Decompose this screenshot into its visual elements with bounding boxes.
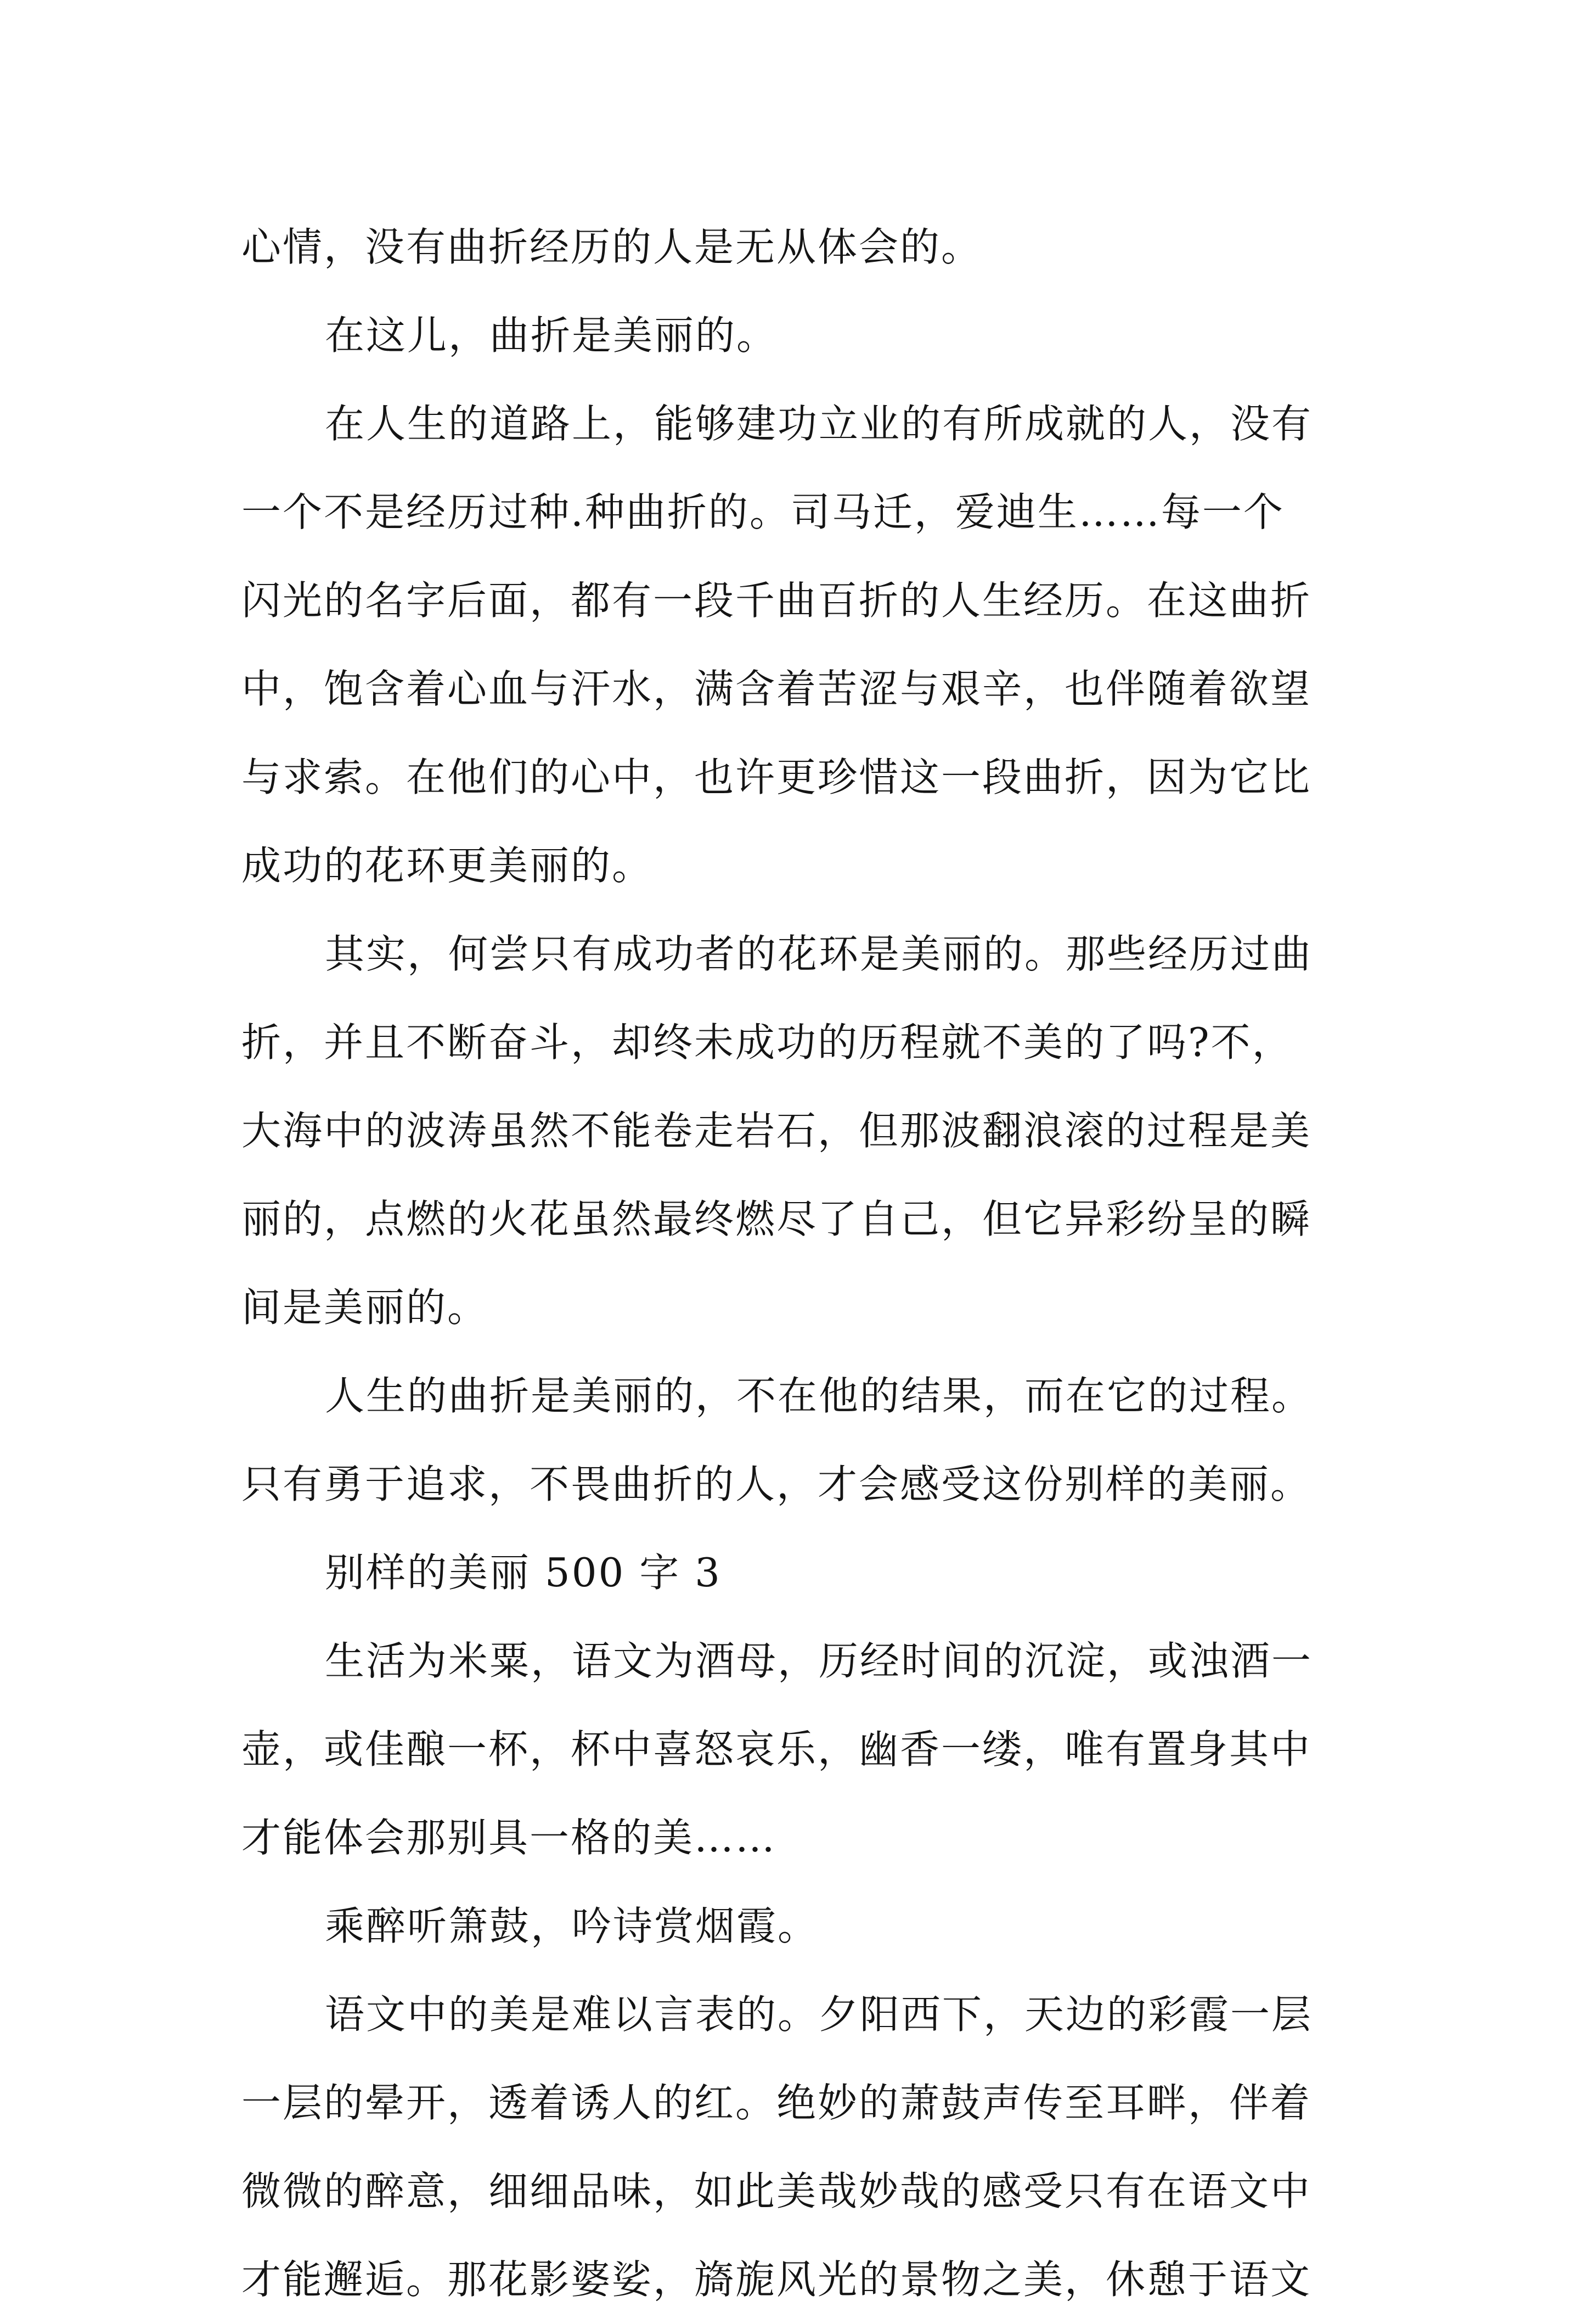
text-line: 丽的，点燃的火花虽然最终燃尽了自己，但它异彩纷呈的瞬 — [241, 1196, 1312, 1242]
text-line: 才能邂逅。那花影婆娑，旖旎风光的景物之美，休憩于语文 — [241, 2256, 1312, 2303]
body-text — [241, 203, 1361, 2324]
text-line: 成功的花环更美丽的。 — [241, 843, 654, 889]
text-line: 一层的晕开，透着诱人的红。绝妙的萧鼓声传至耳畔，伴着 — [241, 2080, 1312, 2126]
text-line: 生活为米粟，语文为酒母，历经时间的沉淀，或浊酒一 — [325, 1638, 1313, 1684]
section-heading: 别样的美丽 500 字 3 — [325, 1550, 722, 1596]
text-line: 大海中的波涛虽然不能卷走岩石，但那波翻浪滚的过程是美 — [241, 1108, 1312, 1154]
text-line: 微微的醉意，细细品味，如此美哉妙哉的感受只有在语文中 — [241, 2168, 1312, 2214]
text-line: 才能体会那别具一格的美…… — [241, 1815, 777, 1861]
text-line: 心情，没有曲折经历的人是无从体会的。 — [241, 224, 983, 270]
text-line: 折，并且不断奋斗，却终未成功的历程就不美的了吗?不， — [241, 1019, 1293, 1065]
text-line: 闪光的名字后面，都有一段千曲百折的人生经历。在这曲折 — [241, 577, 1312, 624]
text-line: 乘醉听箫鼓，吟诗赏烟霞。 — [325, 1903, 819, 1949]
text-line: 一个不是经历过种.种曲折的。司马迁，爱迪生……每一个 — [241, 489, 1285, 535]
text-line: 壶，或佳酿一杯，杯中喜怒哀乐，幽香一缕，唯有置身其中 — [241, 1726, 1312, 1772]
text-line: 与求索。在他们的心中，也许更珍惜这一段曲折，因为它比 — [241, 754, 1312, 800]
text-line: 中，饱含着心血与汗水，满含着苦涩与艰辛，也伴随着欲望 — [241, 666, 1312, 712]
text-line: 只有勇于追求，不畏曲折的人，才会感受这份别样的美丽。 — [241, 1461, 1312, 1507]
text-line: 其实，何尝只有成功者的花环是美丽的。那些经历过曲 — [325, 931, 1313, 977]
text-line: 人生的曲折是美丽的，不在他的结果，而在它的过程。 — [325, 1373, 1313, 1419]
text-line: 在这儿，曲折是美丽的。 — [325, 312, 778, 358]
text-line: 在人生的道路上，能够建功立业的有所成就的人，没有 — [325, 401, 1313, 447]
text-line: 语文中的美是难以言表的。夕阳西下，天边的彩霞一层 — [325, 1991, 1313, 2037]
text-line: 间是美丽的。 — [241, 1284, 489, 1331]
